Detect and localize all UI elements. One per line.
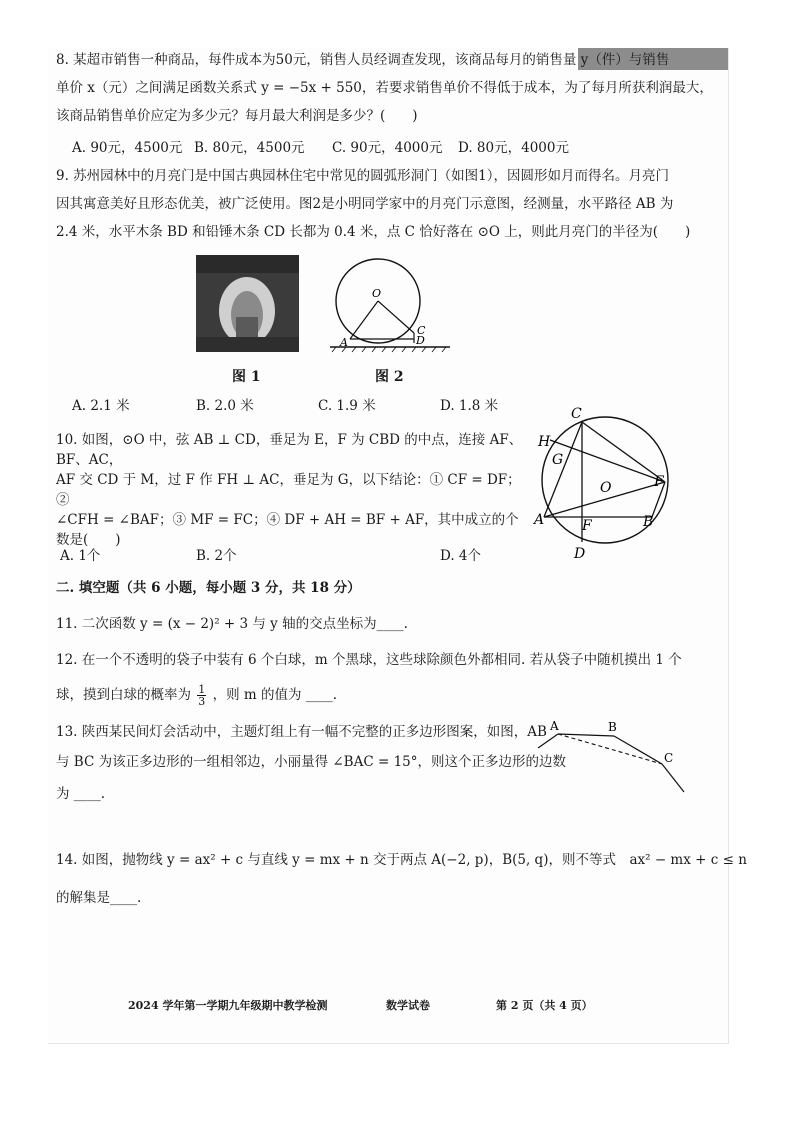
q10-line3: ∠CFH = ∠BAF；③ MF = FC；④ DF + AH = BF + AF，其中成立的个数是( ) (56, 512, 519, 548)
label-c: C (664, 751, 674, 765)
footer-page-number: 第 2 页（共 4 页） (496, 999, 593, 1012)
q13-line2: 与 BC 为该正多边形的一组相邻边，小丽量得 ∠BAC = 15°，则这个正多边形的边数 (56, 754, 567, 770)
q14-line2: 的解集是____. (56, 890, 142, 906)
radius-oa (350, 301, 378, 339)
line-fh (550, 440, 665, 482)
q9-line3: 2.4 米，水平木条 BD 和铅锤木条 CD 长都为 0.4 米，点 C 恰好落在 ⊙O 上，则此月亮门的半径为( ) (56, 224, 691, 240)
label-c: C (571, 406, 582, 422)
q12-line2-prefix: 球，摸到白球的概率为 (56, 687, 191, 703)
q8-option-d: D. 80元，4000元 (458, 140, 569, 156)
label-o: O (600, 480, 612, 496)
footer-subject: 数学试卷 (386, 999, 430, 1012)
q8-option-b: B. 80元，4500元 (194, 140, 305, 156)
label-b: B (608, 720, 617, 734)
q9-option-b: B. 2.0 米 (196, 398, 254, 414)
q13-line1: 13. 陕西某民间灯会活动中，主题灯组上有一幅不完整的正多边形图案，如图，AB (56, 724, 547, 740)
polygon-edge-left (538, 734, 558, 748)
label-h: H (538, 434, 551, 450)
q8-option-c: C. 90元，4000元 (332, 140, 443, 156)
label-a: A (550, 719, 559, 733)
chord-cf (582, 422, 665, 482)
figure2-caption: 图 2 (375, 369, 404, 385)
q9-line1: 9. 苏州园林中的月亮门是中国古典园林住宅中常见的圆弧形洞门（如图1），因圆形如月而得名。月亮门 (56, 168, 670, 184)
q10-line2: AF 交 CD 于 M，过 F 作 FH ⊥ AC，垂足为 G，以下结论：① CF = DF；② (56, 472, 521, 508)
q13-polygon-diagram (536, 718, 688, 798)
q9-option-a: A. 2.1 米 (72, 398, 130, 414)
label-f: F (654, 474, 664, 490)
q9-line2: 因其寓意美好且形态优美，被广泛使用。图2是小明同学家中的月亮门示意图，经测量，水平路径 AB 为 (56, 196, 674, 212)
label-d: D (574, 546, 586, 562)
q12-line2 (56, 684, 337, 707)
diagonal-ac (558, 734, 662, 764)
polygon-edge-right (662, 764, 684, 792)
q10-option-a: A. 1个 (60, 548, 101, 564)
moon-gate-photo (196, 255, 299, 352)
q12-line1: 12. 在一个不透明的袋子中装有 6 个白球，m 个黑球，这些球除颜色外都相同. 若从袋子中随机摸出 1 个 (56, 652, 682, 668)
label-a: A (534, 512, 545, 528)
label-g: G (552, 452, 564, 468)
label-c: C (417, 324, 426, 337)
figure1-caption: 图 1 (232, 369, 261, 385)
edge-bc (614, 736, 662, 764)
q13-line3: 为 ____. (56, 786, 106, 802)
moon-gate-diagram (328, 255, 452, 355)
q12-fraction (197, 684, 206, 707)
q9-option-d: D. 1.8 米 (440, 398, 499, 414)
q8-option-a: A. 90元，4500元 (72, 140, 183, 156)
q8-line2: 单价 x（元）之间满足函数关系式 y = −5x + 550，若要求销售单价不得低于成本，为了每月所获利润最大， (56, 80, 713, 96)
moon-gate-photo-art (196, 255, 299, 352)
label-e: F (582, 518, 592, 534)
q10-circle-diagram (530, 402, 680, 562)
q10-option-b: B. 2个 (196, 548, 237, 564)
label-d: D (416, 334, 425, 347)
q12-fraction-denominator: 3 (198, 695, 206, 708)
edge-ab (558, 734, 614, 736)
q10-option-d: D. 4个 (440, 548, 482, 564)
section2-heading: 二. 填空题（共 6 小题，每小题 3 分，共 18 分） (56, 580, 361, 596)
q8-line1: 8. 某超市销售一种商品，每件成本为50元，销售人员经调查发现，该商品每月的销售量 y（件）与销售 (56, 52, 670, 68)
q10-line1: 10. 如图，⊙O 中，弦 AB ⊥ CD，垂足为 E，F 为 CBD 的中点，连接 AF、BF、AC， (56, 432, 523, 468)
q8-line3: 该商品销售单价应定为多少元？每月最大利润是多少？( ) (56, 108, 418, 124)
label-a: A (340, 336, 348, 349)
q9-option-c: C. 1.9 米 (318, 398, 376, 414)
q12-line2-suffix: ，则 m 的值为 ____. (212, 687, 338, 703)
label-b: B (643, 514, 654, 530)
radius-oc (378, 301, 414, 333)
q14-line1: 14. 如图，抛物线 y = ax² + c 与直线 y = mx + n 交于两点 A(−2, p)，B(5, q)，则不等式 ax² − mx + c ≤ n (56, 852, 747, 868)
label-o: O (372, 287, 382, 300)
q11-text: 11. 二次函数 y = (x − 2)² + 3 与 y 轴的交点坐标为____. (56, 616, 408, 632)
footer-exam-title: 2024 学年第一学期九年级期中教学检测 (128, 999, 328, 1012)
q12-fraction-numerator: 1 (198, 683, 206, 696)
